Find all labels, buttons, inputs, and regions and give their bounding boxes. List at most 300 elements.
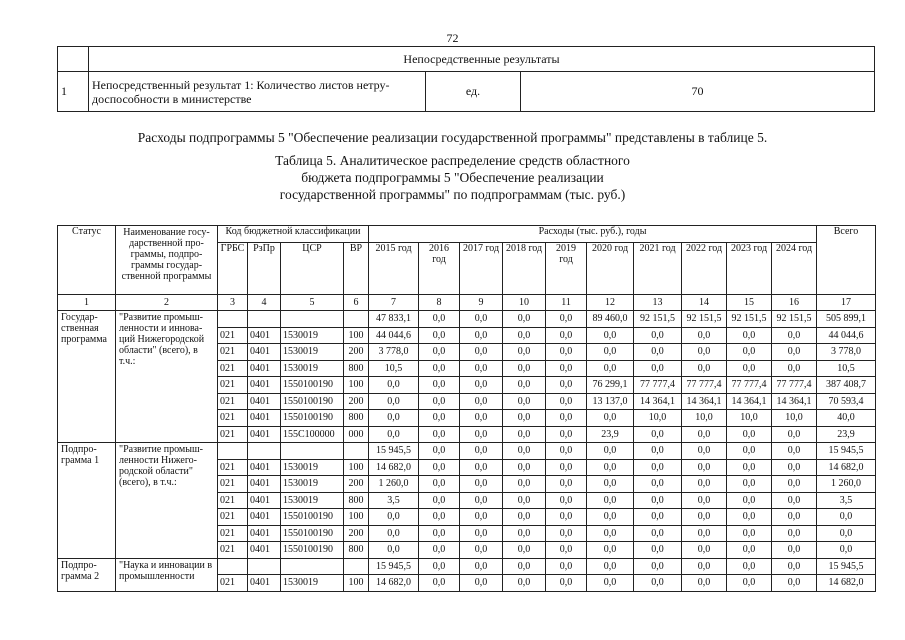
cell-grbs (218, 558, 248, 575)
cell-year-value: 0,0 (460, 443, 503, 460)
cell-rzpr: 0401 (248, 377, 281, 394)
header-status: Статус (58, 226, 116, 295)
cell-year-value: 0,0 (682, 327, 727, 344)
cell-year-value: 0,0 (682, 542, 727, 559)
results-row-name-line1: Непосредственный результат 1: Количество листов нетру- (92, 77, 390, 92)
header-year: 2022 год (682, 242, 727, 294)
cell-year-value: 0,0 (546, 393, 587, 410)
column-number: 14 (682, 294, 727, 311)
cell-grbs: 021 (218, 476, 248, 493)
cell-year-value: 0,0 (682, 426, 727, 443)
results-table (57, 46, 875, 112)
cell-vr: 100 (344, 509, 369, 526)
header-grbs: ГРБС (218, 242, 248, 294)
cell-year-value: 0,0 (503, 311, 546, 328)
cell-grbs: 021 (218, 344, 248, 361)
cell-total: 0,0 (817, 542, 876, 559)
header-year: 2021 год (634, 242, 682, 294)
cell-year-value: 0,0 (503, 509, 546, 526)
cell-grbs: 021 (218, 492, 248, 509)
cell-total: 387 408,7 (817, 377, 876, 394)
cell-year-value: 44 044,6 (369, 327, 419, 344)
cell-year-value: 0,0 (727, 344, 772, 361)
results-header-spacer (58, 47, 89, 72)
cell-year-value: 0,0 (503, 525, 546, 542)
cell-year-value: 0,0 (682, 509, 727, 526)
cell-vr: 200 (344, 525, 369, 542)
cell-grbs: 021 (218, 410, 248, 427)
cell-year-value: 77 777,4 (634, 377, 682, 394)
cell-year-value: 0,0 (503, 393, 546, 410)
cell-year-value: 0,0 (634, 459, 682, 476)
header-code-group: Код бюджетной классификации (218, 226, 369, 243)
cell-year-value: 0,0 (587, 525, 634, 542)
cell-year-value: 0,0 (460, 542, 503, 559)
cell-year-value: 0,0 (772, 426, 817, 443)
cell-year-value: 0,0 (587, 344, 634, 361)
cell-year-value: 0,0 (503, 443, 546, 460)
cell-year-value: 0,0 (727, 542, 772, 559)
cell-year-value: 0,0 (772, 476, 817, 493)
cell-year-value: 0,0 (772, 509, 817, 526)
cell-year-value: 0,0 (634, 525, 682, 542)
cell-year-value: 14 682,0 (369, 575, 419, 592)
header-year: 2017 год (460, 242, 503, 294)
cell-year-value: 13 137,0 (587, 393, 634, 410)
cell-csr: 1550100190 (281, 410, 344, 427)
cell-year-value: 10,0 (772, 410, 817, 427)
cell-year-value: 3,5 (369, 492, 419, 509)
cell-year-value: 10,0 (682, 410, 727, 427)
results-row-num: 1 (58, 72, 89, 112)
cell-year-value: 47 833,1 (369, 311, 419, 328)
column-number: 12 (587, 294, 634, 311)
cell-year-value: 0,0 (460, 476, 503, 493)
column-number: 10 (503, 294, 546, 311)
cell-grbs: 021 (218, 393, 248, 410)
cell-year-value: 0,0 (546, 344, 587, 361)
cell-year-value: 0,0 (587, 459, 634, 476)
cell-year-value: 0,0 (503, 542, 546, 559)
cell-year-value: 0,0 (503, 327, 546, 344)
cell-year-value: 0,0 (460, 311, 503, 328)
cell-year-value: 0,0 (503, 360, 546, 377)
header-year: 2018 год (503, 242, 546, 294)
results-row (58, 72, 875, 112)
cell-vr: 100 (344, 377, 369, 394)
cell-year-value: 0,0 (682, 492, 727, 509)
header-year: 2019 год (546, 242, 587, 294)
cell-total: 1 260,0 (817, 476, 876, 493)
cell-year-value: 0,0 (772, 360, 817, 377)
cell-year-value: 0,0 (634, 344, 682, 361)
caption-line1: Таблица 5. Аналитическое распределение средств областного (275, 153, 630, 168)
cell-grbs: 021 (218, 542, 248, 559)
cell-year-value: 0,0 (419, 558, 460, 575)
cell-year-value: 0,0 (682, 476, 727, 493)
cell-year-value: 15 945,5 (369, 443, 419, 460)
cell-year-value: 14 364,1 (682, 393, 727, 410)
cell-grbs: 021 (218, 459, 248, 476)
column-number: 2 (116, 294, 218, 311)
cell-year-value: 0,0 (460, 344, 503, 361)
cell-year-value: 0,0 (369, 509, 419, 526)
cell-year-value: 0,0 (419, 344, 460, 361)
cell-year-value: 77 777,4 (727, 377, 772, 394)
cell-year-value: 0,0 (587, 542, 634, 559)
cell-csr: 155C100000 (281, 426, 344, 443)
cell-year-value: 0,0 (727, 327, 772, 344)
cell-year-value: 0,0 (503, 459, 546, 476)
row-status: Государ-ственная программа (58, 311, 116, 443)
cell-year-value: 0,0 (546, 476, 587, 493)
cell-year-value: 10,5 (369, 360, 419, 377)
cell-year-value: 0,0 (460, 492, 503, 509)
cell-rzpr: 0401 (248, 327, 281, 344)
column-number: 1 (58, 294, 116, 311)
cell-year-value: 0,0 (634, 509, 682, 526)
page-number: 72 (446, 31, 459, 45)
column-number: 4 (248, 294, 281, 311)
cell-year-value: 0,0 (682, 558, 727, 575)
table-header-row (58, 226, 876, 243)
cell-year-value: 0,0 (634, 426, 682, 443)
cell-year-value: 0,0 (546, 575, 587, 592)
cell-rzpr: 0401 (248, 492, 281, 509)
cell-year-value: 0,0 (634, 476, 682, 493)
row-program-name: "Развитие промыш-ленности и иннова-ций Нижегородской области" (всего), в т.ч.: (116, 311, 218, 443)
cell-year-value: 0,0 (682, 360, 727, 377)
cell-year-value: 92 151,5 (772, 311, 817, 328)
cell-year-value: 10,0 (634, 410, 682, 427)
cell-rzpr: 0401 (248, 542, 281, 559)
cell-year-value: 0,0 (546, 459, 587, 476)
cell-total: 23,9 (817, 426, 876, 443)
cell-year-value: 0,0 (369, 377, 419, 394)
cell-csr: 1550100190 (281, 393, 344, 410)
column-number: 17 (817, 294, 876, 311)
cell-csr: 1550100190 (281, 509, 344, 526)
cell-year-value: 0,0 (682, 459, 727, 476)
column-number: 6 (344, 294, 369, 311)
cell-year-value: 0,0 (727, 509, 772, 526)
column-number: 3 (218, 294, 248, 311)
cell-year-value: 3 778,0 (369, 344, 419, 361)
cell-rzpr: 0401 (248, 360, 281, 377)
column-number: 15 (727, 294, 772, 311)
cell-grbs: 021 (218, 509, 248, 526)
cell-rzpr: 0401 (248, 509, 281, 526)
cell-vr: 800 (344, 492, 369, 509)
cell-year-value: 0,0 (546, 377, 587, 394)
cell-year-value: 0,0 (460, 410, 503, 427)
cell-vr: 100 (344, 459, 369, 476)
cell-year-value: 0,0 (634, 492, 682, 509)
cell-total: 14 682,0 (817, 459, 876, 476)
cell-csr: 1530019 (281, 492, 344, 509)
cell-year-value: 77 777,4 (682, 377, 727, 394)
results-row-name-line2: доспособности в министерстве (92, 91, 252, 106)
header-year: 2024 год (772, 242, 817, 294)
cell-grbs (218, 311, 248, 328)
cell-year-value: 14 364,1 (772, 393, 817, 410)
cell-year-value: 0,0 (587, 443, 634, 460)
cell-vr: 100 (344, 575, 369, 592)
cell-csr (281, 443, 344, 460)
header-csr: ЦСР (281, 242, 344, 294)
cell-csr: 1550100190 (281, 542, 344, 559)
cell-year-value: 0,0 (587, 410, 634, 427)
header-total: Всего (817, 226, 876, 295)
header-year: 2015 год (369, 242, 419, 294)
cell-year-value: 92 151,5 (634, 311, 682, 328)
cell-year-value: 0,0 (546, 410, 587, 427)
header-rzpr: РзПр (248, 242, 281, 294)
intro-text: Расходы подпрограммы 5 "Обеспечение реализации государственной программы" представлены в таблице 5. (137, 130, 768, 145)
cell-year-value: 0,0 (634, 360, 682, 377)
row-status: Подпро-грамма 1 (58, 443, 116, 559)
cell-year-value: 0,0 (546, 525, 587, 542)
cell-vr: 000 (344, 426, 369, 443)
results-row-value: 70 (521, 72, 875, 112)
cell-rzpr (248, 443, 281, 460)
cell-year-value: 0,0 (460, 426, 503, 443)
cell-csr: 1550100190 (281, 525, 344, 542)
cell-year-value: 0,0 (772, 542, 817, 559)
cell-year-value: 0,0 (682, 575, 727, 592)
cell-year-value: 0,0 (460, 459, 503, 476)
cell-year-value: 0,0 (460, 327, 503, 344)
cell-year-value: 0,0 (419, 311, 460, 328)
cell-csr (281, 558, 344, 575)
cell-rzpr: 0401 (248, 476, 281, 493)
cell-year-value: 0,0 (587, 509, 634, 526)
cell-year-value: 0,0 (503, 492, 546, 509)
cell-year-value: 0,0 (772, 492, 817, 509)
cell-csr (281, 311, 344, 328)
cell-year-value: 76 299,1 (587, 377, 634, 394)
cell-vr: 200 (344, 344, 369, 361)
cell-year-value: 0,0 (634, 558, 682, 575)
cell-vr (344, 311, 369, 328)
cell-grbs: 021 (218, 426, 248, 443)
cell-year-value: 0,0 (546, 443, 587, 460)
column-number: 16 (772, 294, 817, 311)
cell-year-value: 15 945,5 (369, 558, 419, 575)
cell-rzpr: 0401 (248, 575, 281, 592)
cell-vr: 800 (344, 410, 369, 427)
cell-grbs (218, 443, 248, 460)
header-year: 2016 год (419, 242, 460, 294)
cell-year-value: 0,0 (369, 410, 419, 427)
cell-year-value: 0,0 (546, 327, 587, 344)
cell-rzpr (248, 311, 281, 328)
column-number: 13 (634, 294, 682, 311)
cell-csr: 1530019 (281, 360, 344, 377)
cell-year-value: 0,0 (419, 492, 460, 509)
cell-rzpr: 0401 (248, 426, 281, 443)
cell-grbs: 021 (218, 327, 248, 344)
header-vr: ВР (344, 242, 369, 294)
cell-vr (344, 558, 369, 575)
cell-year-value: 0,0 (419, 377, 460, 394)
header-name: Наименование госу-дарственной про-граммы, подпро-граммы государ-ственной программы (116, 226, 218, 295)
cell-year-value: 14 364,1 (634, 393, 682, 410)
cell-year-value: 0,0 (587, 575, 634, 592)
results-header-row (58, 47, 875, 72)
caption-line3: государственной программы" по подпрограммам (тыс. руб.) (279, 187, 626, 202)
cell-year-value: 0,0 (460, 377, 503, 394)
cell-year-value: 0,0 (727, 492, 772, 509)
cell-year-value: 0,0 (419, 575, 460, 592)
cell-total: 3 778,0 (817, 344, 876, 361)
cell-year-value: 0,0 (460, 575, 503, 592)
cell-year-value: 92 151,5 (682, 311, 727, 328)
cell-year-value: 0,0 (419, 476, 460, 493)
cell-year-value: 0,0 (682, 443, 727, 460)
cell-year-value: 0,0 (419, 426, 460, 443)
cell-year-value: 1 260,0 (369, 476, 419, 493)
cell-total: 14 682,0 (817, 575, 876, 592)
cell-year-value: 0,0 (546, 311, 587, 328)
cell-year-value: 0,0 (546, 509, 587, 526)
cell-year-value: 0,0 (772, 344, 817, 361)
cell-year-value: 0,0 (503, 476, 546, 493)
cell-year-value: 0,0 (419, 360, 460, 377)
cell-year-value: 0,0 (503, 377, 546, 394)
cell-year-value: 0,0 (419, 542, 460, 559)
cell-year-value: 0,0 (369, 393, 419, 410)
cell-year-value: 0,0 (419, 443, 460, 460)
column-number: 7 (369, 294, 419, 311)
cell-total: 3,5 (817, 492, 876, 509)
cell-rzpr (248, 558, 281, 575)
table-caption (0, 152, 905, 203)
cell-year-value: 0,0 (369, 525, 419, 542)
cell-grbs: 021 (218, 525, 248, 542)
row-status: Подпро-грамма 2 (58, 558, 116, 591)
header-expenses-group: Расходы (тыс. руб.), годы (369, 226, 817, 243)
cell-year-value: 0,0 (727, 476, 772, 493)
cell-year-value: 0,0 (419, 410, 460, 427)
cell-vr: 800 (344, 360, 369, 377)
expenses-table (57, 225, 876, 592)
cell-total: 15 945,5 (817, 443, 876, 460)
cell-year-value: 0,0 (587, 360, 634, 377)
cell-year-value: 0,0 (419, 393, 460, 410)
cell-year-value: 0,0 (587, 327, 634, 344)
cell-rzpr: 0401 (248, 410, 281, 427)
cell-year-value: 0,0 (634, 542, 682, 559)
cell-year-value: 0,0 (419, 327, 460, 344)
table-row (58, 311, 876, 328)
cell-rzpr: 0401 (248, 344, 281, 361)
cell-csr: 1530019 (281, 575, 344, 592)
cell-year-value: 92 151,5 (727, 311, 772, 328)
cell-total: 44 044,6 (817, 327, 876, 344)
cell-year-value: 0,0 (419, 459, 460, 476)
cell-vr (344, 443, 369, 460)
cell-csr: 1530019 (281, 459, 344, 476)
cell-grbs: 021 (218, 575, 248, 592)
cell-vr: 200 (344, 476, 369, 493)
cell-total: 15 945,5 (817, 558, 876, 575)
cell-grbs: 021 (218, 377, 248, 394)
cell-year-value: 0,0 (587, 558, 634, 575)
header-year: 2023 год (727, 242, 772, 294)
caption-line2: бюджета подпрограммы 5 "Обеспечение реализации (301, 170, 604, 185)
cell-year-value: 0,0 (682, 344, 727, 361)
results-row-unit: ед. (426, 72, 521, 112)
results-row-name (89, 72, 426, 112)
cell-year-value: 0,0 (772, 443, 817, 460)
cell-year-value: 0,0 (634, 443, 682, 460)
cell-year-value: 0,0 (419, 509, 460, 526)
column-number: 11 (546, 294, 587, 311)
cell-year-value: 10,0 (727, 410, 772, 427)
header-year: 2020 год (587, 242, 634, 294)
cell-year-value: 14 682,0 (369, 459, 419, 476)
cell-year-value: 0,0 (460, 558, 503, 575)
cell-total: 40,0 (817, 410, 876, 427)
cell-year-value: 0,0 (546, 542, 587, 559)
cell-year-value: 0,0 (727, 426, 772, 443)
cell-year-value: 77 777,4 (772, 377, 817, 394)
cell-total: 10,5 (817, 360, 876, 377)
cell-vr: 800 (344, 542, 369, 559)
cell-grbs: 021 (218, 360, 248, 377)
cell-year-value: 0,0 (587, 492, 634, 509)
cell-year-value: 0,0 (503, 426, 546, 443)
cell-csr: 1530019 (281, 327, 344, 344)
column-number: 5 (281, 294, 344, 311)
cell-vr: 200 (344, 393, 369, 410)
cell-year-value: 0,0 (503, 410, 546, 427)
cell-year-value: 0,0 (772, 327, 817, 344)
cell-year-value: 0,0 (727, 459, 772, 476)
cell-rzpr: 0401 (248, 525, 281, 542)
cell-year-value: 14 364,1 (727, 393, 772, 410)
cell-year-value: 0,0 (460, 509, 503, 526)
cell-year-value: 0,0 (460, 393, 503, 410)
cell-rzpr: 0401 (248, 393, 281, 410)
cell-year-value: 0,0 (503, 344, 546, 361)
cell-year-value: 0,0 (682, 525, 727, 542)
cell-year-value: 0,0 (546, 558, 587, 575)
cell-year-value: 0,0 (460, 360, 503, 377)
row-program-name: "Наука и инновации в промышленности (116, 558, 218, 591)
cell-year-value: 0,0 (727, 443, 772, 460)
cell-rzpr: 0401 (248, 459, 281, 476)
cell-year-value: 0,0 (727, 575, 772, 592)
cell-vr: 100 (344, 327, 369, 344)
cell-year-value: 0,0 (419, 525, 460, 542)
cell-csr: 1530019 (281, 476, 344, 493)
cell-year-value: 0,0 (587, 476, 634, 493)
cell-year-value: 0,0 (503, 575, 546, 592)
cell-csr: 1530019 (281, 344, 344, 361)
table-row (58, 558, 876, 575)
cell-total: 0,0 (817, 509, 876, 526)
cell-year-value: 0,0 (727, 360, 772, 377)
row-program-name: "Развитие промыш-ленности Нижего-родской области" (всего), в т.ч.: (116, 443, 218, 559)
column-numbers-row (58, 294, 876, 311)
cell-year-value: 0,0 (772, 558, 817, 575)
cell-year-value: 0,0 (369, 542, 419, 559)
cell-total: 0,0 (817, 525, 876, 542)
cell-year-value: 0,0 (369, 426, 419, 443)
cell-year-value: 0,0 (727, 558, 772, 575)
